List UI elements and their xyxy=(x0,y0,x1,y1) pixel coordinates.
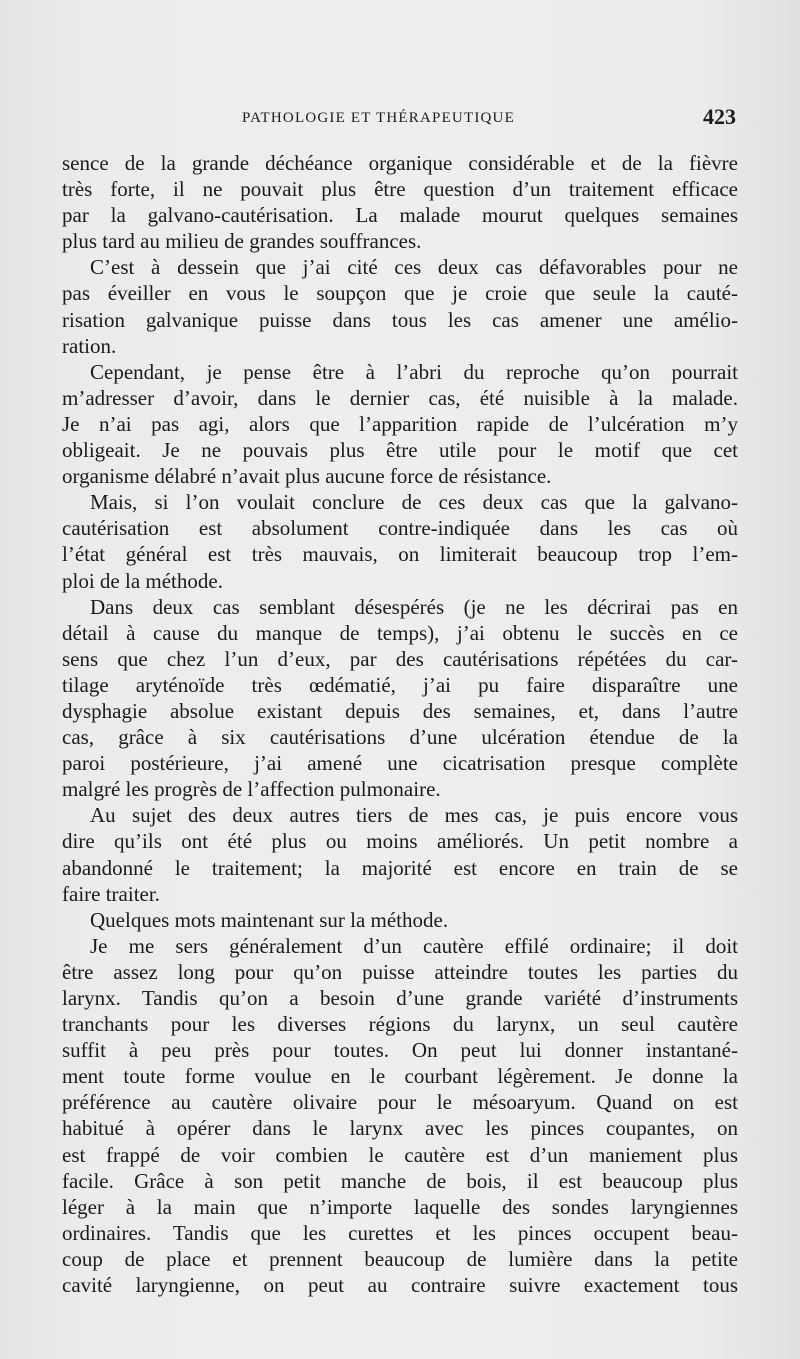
text-line: Au sujet des deux autres tiers de mes cas, je puis encore vous xyxy=(90,803,738,828)
text-line: ordinaires. Tandis que les curettes et les pinces occupent beau- xyxy=(62,1220,738,1245)
text-line: obligeait. Je ne pouvais plus être utile pour le motif que cet xyxy=(62,438,738,463)
text-line: pas éveiller en vous le soupçon que je croie que seule la cauté- xyxy=(62,281,738,306)
text-line: Dans deux cas semblant désespérés (je ne les décrirai pas en xyxy=(90,594,738,619)
text-line: détail à cause du manque de temps), j’ai obtenu le succès en ce xyxy=(62,620,738,645)
running-title: PATHOLOGIE ET THÉRAPEUTIQUE xyxy=(242,110,515,126)
text-line: être assez long pour qu’on puisse atteindre toutes les parties du xyxy=(62,959,738,984)
body-text xyxy=(62,150,738,1298)
running-head xyxy=(242,106,736,132)
text-line: sence de la grande déchéance organique considérable et de la fièvre xyxy=(62,151,738,175)
text-line: ploi de la méthode. xyxy=(62,568,223,593)
text-line: dysphagie absolue existant depuis des semaines, et, dans l’autre xyxy=(62,698,738,723)
text-line: cautérisation est absolument contre-indiquée dans les cas où xyxy=(62,516,738,541)
text-line: l’état général est très mauvais, on limiterait beaucoup trop l’em- xyxy=(62,542,738,567)
text-line: paroi postérieure, j’ai amené une cicatrisation presque complète xyxy=(62,751,738,776)
text-line: très forte, il ne pouvait plus être question d’un traitement efficace xyxy=(62,177,738,202)
text-line: malgré les progrès de l’affection pulmonaire. xyxy=(62,777,441,802)
text-line: organisme délabré n’avait plus aucune force de résistance. xyxy=(62,464,552,489)
text-line: sens que chez l’un d’eux, par des cautérisations répétées du car- xyxy=(62,646,738,671)
text-line: risation galvanique puisse dans tous les cas amener une amélio- xyxy=(62,307,738,332)
text-line: tranchants pour les diverses régions du larynx, un seul cautère xyxy=(62,1012,738,1037)
text-line: ration. xyxy=(62,333,117,358)
text-line: cas, grâce à six cautérisations d’une ulcération étendue de la xyxy=(62,725,738,750)
text-line: faire traiter. xyxy=(62,881,160,906)
text-line: Je me sers généralement d’un cautère effilé ordinaire; il doit xyxy=(90,933,738,958)
text-line: coup de place et prennent beaucoup de lumière dans la petite xyxy=(62,1246,738,1271)
text-line: dire qu’ils ont été plus ou moins améliorés. Un petit nombre a xyxy=(62,829,738,854)
text-line: est frappé de voir combien le cautère est d’un maniement plus xyxy=(62,1142,738,1167)
text-line: facile. Grâce à son petit manche de bois, il est beaucoup plus xyxy=(62,1168,738,1193)
text-line: m’adresser d’avoir, dans le dernier cas, été nuisible à la malade. xyxy=(62,385,738,410)
page-number: 423 xyxy=(703,104,736,129)
text-line: suffit à peu près pour toutes. On peut lui donner instantané- xyxy=(62,1038,738,1063)
text-line: plus tard au milieu de grandes souffrances. xyxy=(62,229,422,254)
text-line: Cependant, je pense être à l’abri du reproche qu’on pourrait xyxy=(90,359,738,384)
text-line: larynx. Tandis qu’on a besoin d’une grande variété d’instruments xyxy=(62,986,738,1010)
text-line: habitué à opérer dans le larynx avec les pinces coupantes, on xyxy=(62,1116,738,1141)
text-line: préférence au cautère olivaire pour le mésoaryum. Quand on est xyxy=(62,1090,738,1115)
text-line: Quelques mots maintenant sur la méthode. xyxy=(90,907,449,932)
text-line: cavité laryngienne, on peut au contraire suivre exactement tous xyxy=(62,1273,738,1298)
text-line: par la galvano-cautérisation. La malade mourut quelques semaines xyxy=(62,203,738,228)
text-line: Je n’ai pas agi, alors que l’apparition rapide de l’ulcération m’y xyxy=(62,411,738,436)
text-line: tilage aryténoïde très œdématié, j’ai pu faire disparaître une xyxy=(62,672,738,697)
text-line: abandonné le traitement; la majorité est encore en train de se xyxy=(62,855,738,880)
text-line: ment toute forme voulue en le courbant légèrement. Je donne la xyxy=(62,1064,738,1089)
text-line: léger à la main que n’importe laquelle des sondes laryngiennes xyxy=(62,1194,738,1219)
text-line: C’est à dessein que j’ai cité ces deux cas défavorables pour ne xyxy=(90,255,738,280)
text-line: Mais, si l’on voulait conclure de ces deux cas que la galvano- xyxy=(90,490,738,515)
